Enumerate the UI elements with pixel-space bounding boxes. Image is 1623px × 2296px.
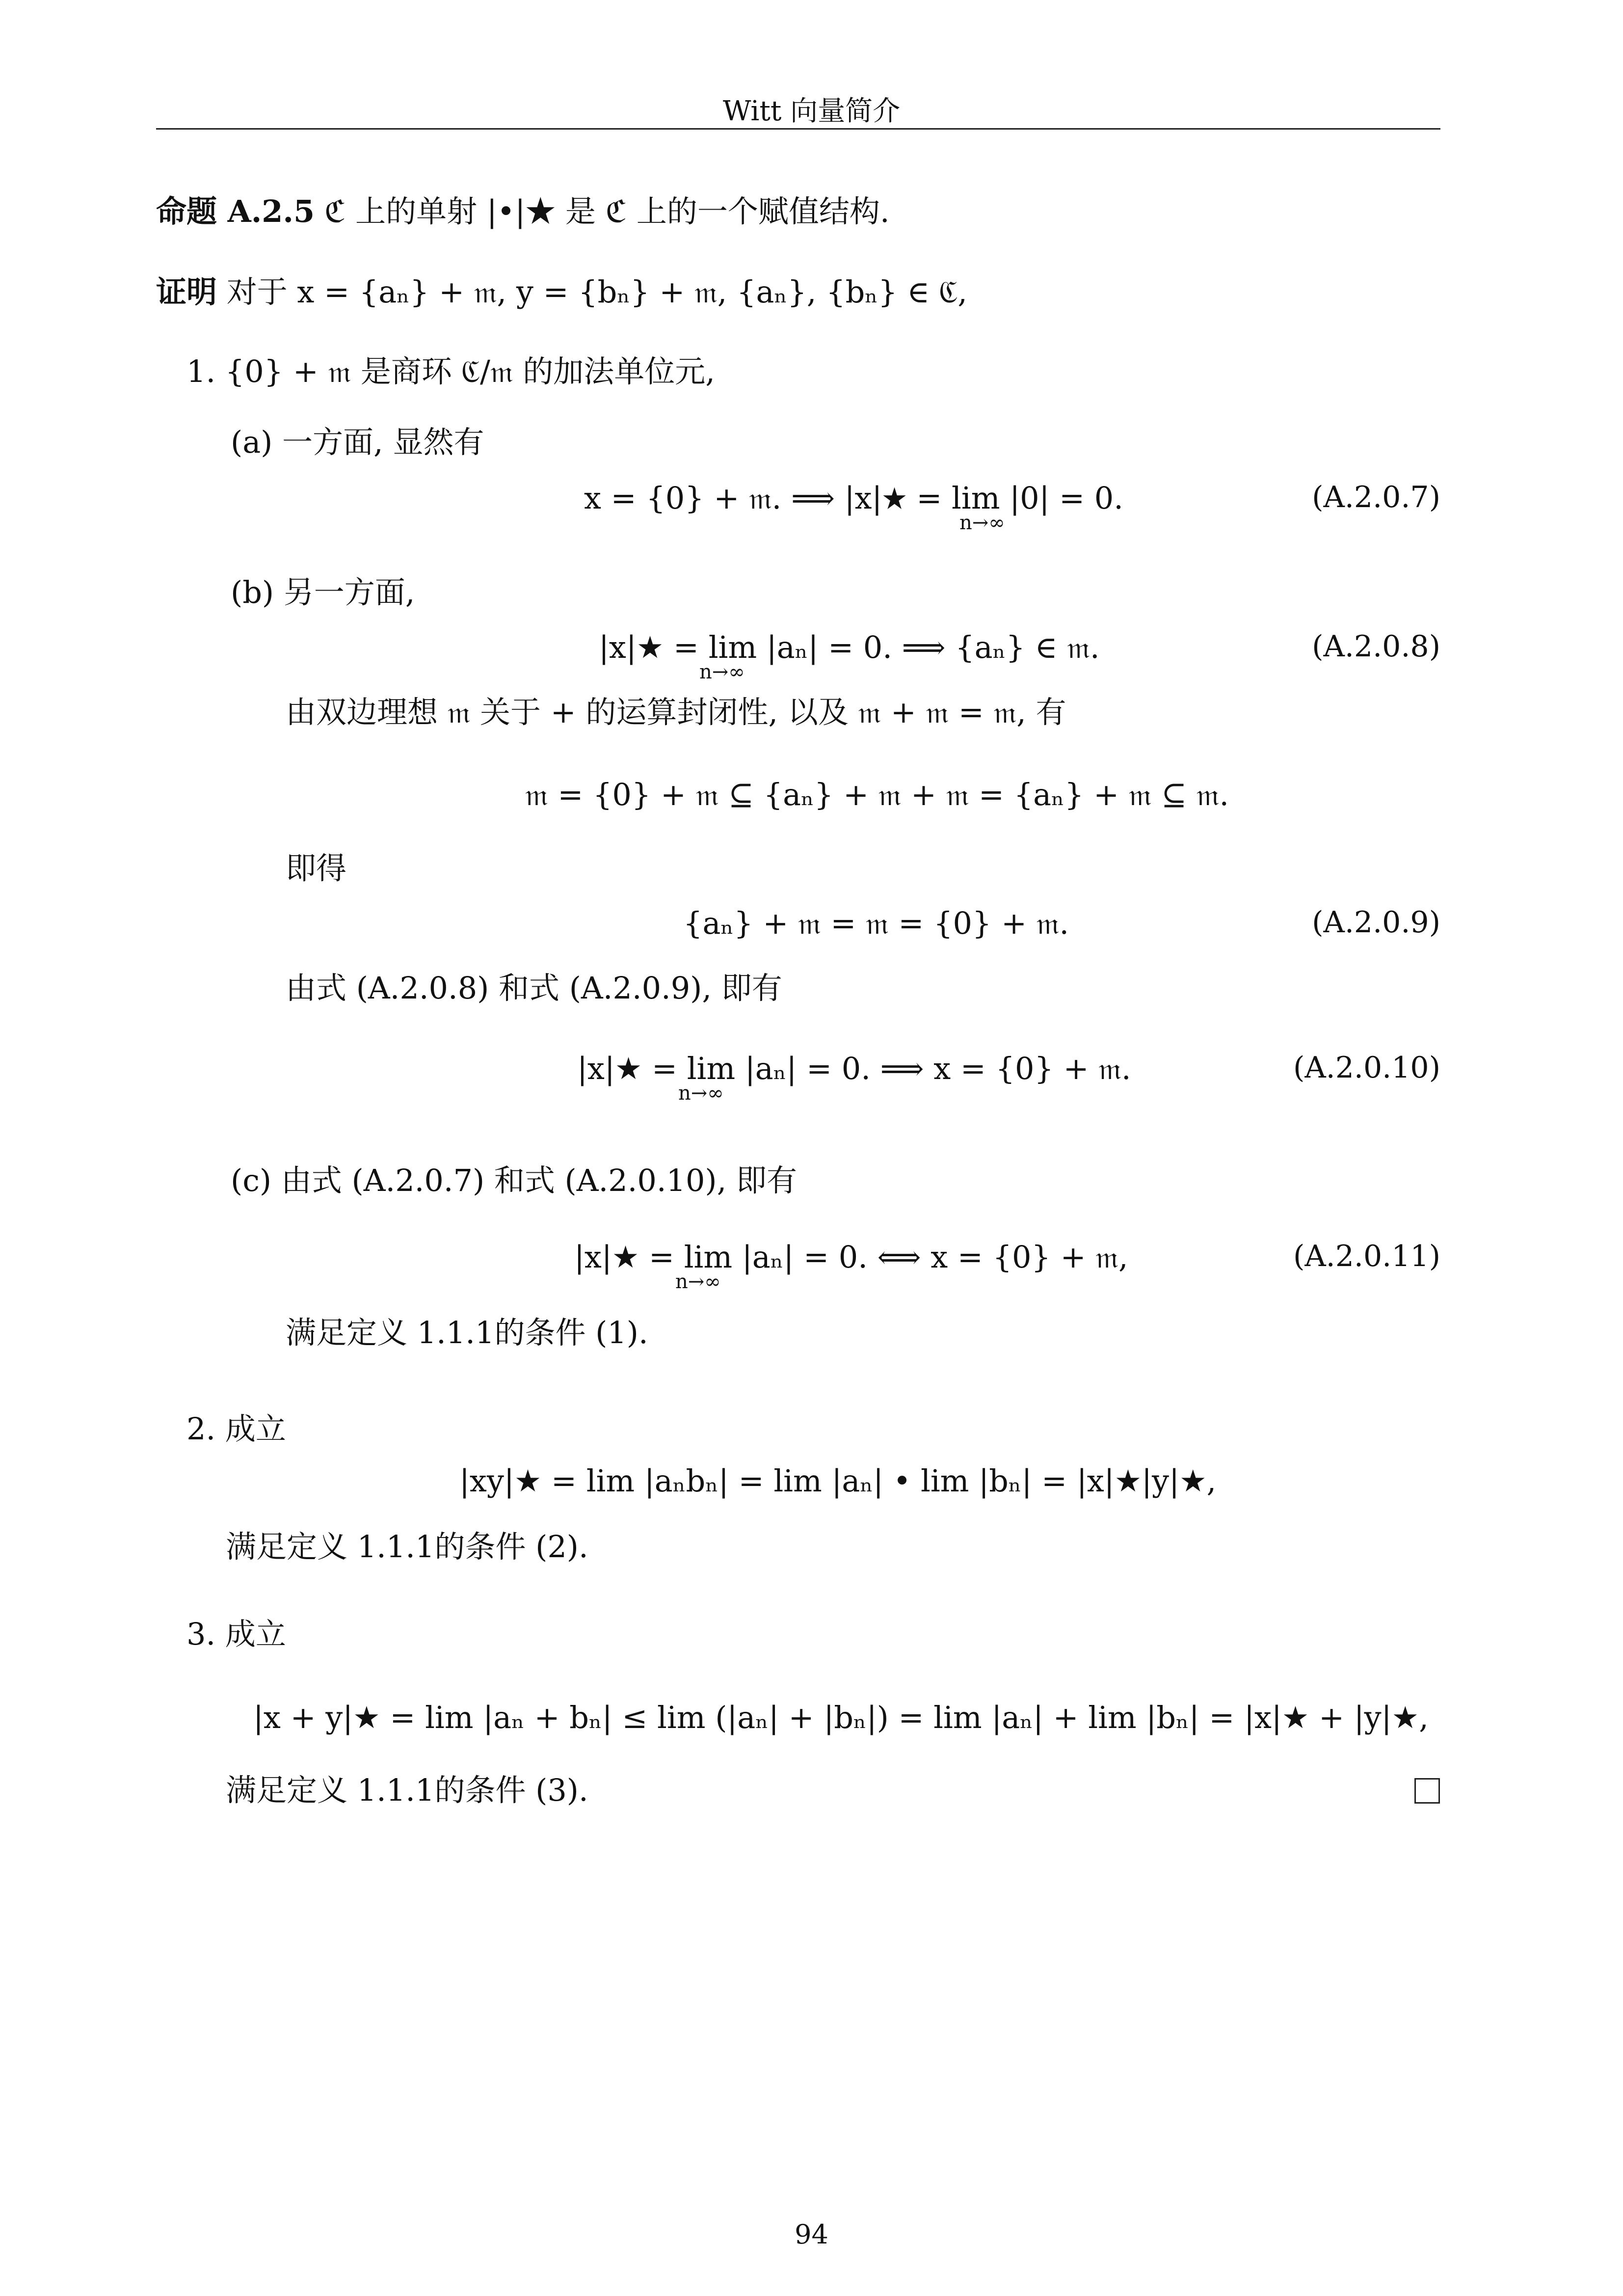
item-2-text: 满足定义 1.1.1的条件 (2). [226,1529,588,1565]
limit-subscript: n→∞ [959,512,1005,534]
qed-square-icon [1414,1778,1440,1804]
equation-number: (A.2.0.8) [1312,629,1440,664]
display-equation: 𝔪 = {0} + 𝔪 ⊆ {aₙ} + 𝔪 + 𝔪 = {aₙ} + 𝔪 ⊆ 𝔪. [525,777,1229,812]
equation-a209: {aₙ} + 𝔪 = 𝔪 = {0} + 𝔪. [683,905,1069,941]
equation-item-2: |xy|★ = lim |aₙbₙ| = lim |aₙ| • lim |bₙ| = |x|★|y|★, [459,1463,1217,1499]
equation-a207-text: x = {0} + 𝔪. ⟹ |x|★ = lim |0| = 0. [584,480,1123,516]
equation-number: (A.2.0.10) [1293,1051,1440,1085]
proposition-text: ℭ 上的单射 |•|★ 是 ℭ 上的一个赋值结构. [315,193,890,229]
item-2: 2. 成立 [186,1411,286,1447]
proof-intro [156,274,967,310]
equation-item-3: |x + y|★ = lim |aₙ + bₙ| ≤ lim (|aₙ| + |bₙ|) = lim |aₙ| + lim |bₙ| = |x|★ + |y|★, [253,1700,1429,1735]
equation-a208-text: |x|★ = lim |aₙ| = 0. ⟹ {aₙ} ∈ 𝔪. [599,629,1100,665]
item-3: 3. 成立 [186,1616,286,1652]
item-1c-text: 满足定义 1.1.1的条件 (1). [286,1315,648,1351]
proof-intro-text: 对于 x = {aₙ} + 𝔪, y = {bₙ} + 𝔪, {aₙ}, {bₙ} ∈ ℭ, [217,274,967,310]
proposition-label: 命题 A.2.5 [156,193,315,229]
equation-number: (A.2.0.7) [1312,480,1440,514]
item-1a-head: (a) 一方面, 显然有 [231,424,484,460]
equation-a2010-text: |x|★ = lim |aₙ| = 0. ⟹ x = {0} + 𝔪. [577,1051,1131,1086]
proposition [156,193,890,229]
proof-label: 证明 [156,274,217,310]
equation-a207 [584,480,1123,516]
limit-subscript: n→∞ [675,1270,721,1293]
page-number: 94 [795,2219,828,2250]
item-1c-head: (c) 由式 (A.2.0.7) 和式 (A.2.0.10), 即有 [231,1162,798,1198]
limit-subscript: n→∞ [678,1082,724,1105]
running-header: Witt 向量简介 [722,95,901,127]
item-1b-text3: 由式 (A.2.0.8) 和式 (A.2.0.9), 即有 [286,970,782,1006]
equation-a208 [599,629,1100,666]
item-1: 1. {0} + 𝔪 是商环 ℭ/𝔪 的加法单位元, [186,353,715,389]
limit-subscript: n→∞ [699,661,745,683]
equation-number: (A.2.0.11) [1293,1239,1440,1273]
item-3-text: 满足定义 1.1.1的条件 (3). [226,1772,588,1808]
equation-a2011-text: |x|★ = lim |aₙ| = 0. ⟺ x = {0} + 𝔪, [574,1239,1128,1275]
header-rule [156,128,1440,130]
equation-a2010 [577,1051,1131,1087]
item-1b-text1: 由双边理想 𝔪 关于 + 的运算封闭性, 以及 𝔪 + 𝔪 = 𝔪, 有 [286,694,1066,730]
equation-a2011 [574,1239,1128,1275]
equation-number: (A.2.0.9) [1312,905,1440,940]
item-1b-text2: 即得 [286,850,347,886]
item-1b-head: (b) 另一方面, [231,574,415,610]
